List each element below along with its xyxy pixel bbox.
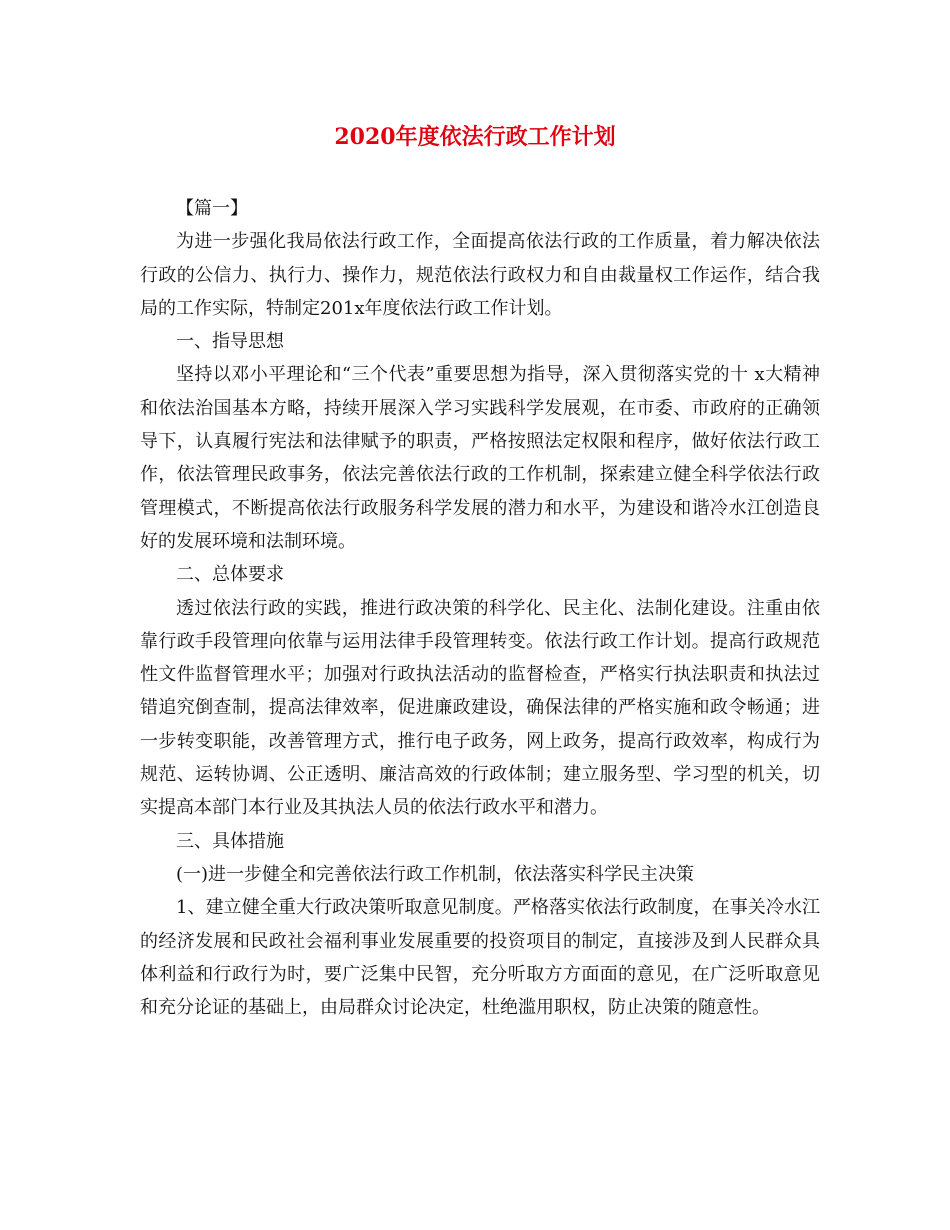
document-body — [140, 192, 820, 1024]
document-title: 2020年度依法行政工作计划 — [334, 124, 616, 150]
section-heading: 二、总体要求 — [176, 564, 284, 586]
paragraph: 透过依法行政的实践，推进行政决策的科学化、民主化、法制化建设。注重由依靠行政手段管理向依靠与运用法律手段管理转变。依法行政工作计划。提高行政规范性文件监督管理水平；加强对行政执法活动的监督检查，严格实行执法职责和执法过错追究倒查制，提高法律效率，促进廉政建设，确保法律的严格实施和政令畅通；进一步转变职能，改善管理方式，推行电子政务，网上政务，提高行政效率，构成行为规范、运转协调、公正透明、廉洁高效的行政体制；建立服务型、学习型的机关，切实提高本部门本行业及其执法人员的依法行政水平和潜力。 — [140, 597, 820, 819]
paragraph: 为进一步强化我局依法行政工作，全面提高依法行政的工作质量，着力解决依法行政的公信力、执行力、操作力，规范依法行政权力和自由裁量权工作运作，结合我局的工作实际，特制定201x年度依法行政工作计划。 — [140, 231, 820, 319]
section-heading: 三、具体措施 — [176, 830, 284, 852]
sub-heading: (一)进一步健全和完善依法行政工作机制，依法落实科学民主决策 — [176, 863, 695, 885]
paragraph: 坚持以邓小平理论和“三个代表”重要思想为指导，深入贯彻落实党的十 x大精神和依法治国基本方略，持续开展深入学习实践科学发展观，在市委、市政府的正确领导下，认真履行宪法和法律赋予的职责，严格按照法定权限和程序，做好依法行政工作，依法管理民政事务，依法完善依法行政的工作机制，探索建立健全科学依法行政管理模式，不断提高依法行政服务科学发展的潜力和水平，为建设和谐冷水江创造良好的发展环境和法制环境。 — [140, 364, 820, 552]
section-label: 【篇一】 — [176, 198, 248, 219]
paragraph: 1、建立健全重大行政决策听取意见制度。严格落实依法行政制度，在事关冷水江的经济发展和民政社会福利事业发展重要的投资项目的制定，直接涉及到人民群众具体利益和行政行为时，要广泛集中民智，充分听取方方面面的意见，在广泛听取意见和充分论证的基础上，由局群众讨论决定，杜绝滥用职权，防止决策的随意性。 — [140, 897, 820, 1019]
section-heading: 一、指导思想 — [176, 331, 284, 353]
